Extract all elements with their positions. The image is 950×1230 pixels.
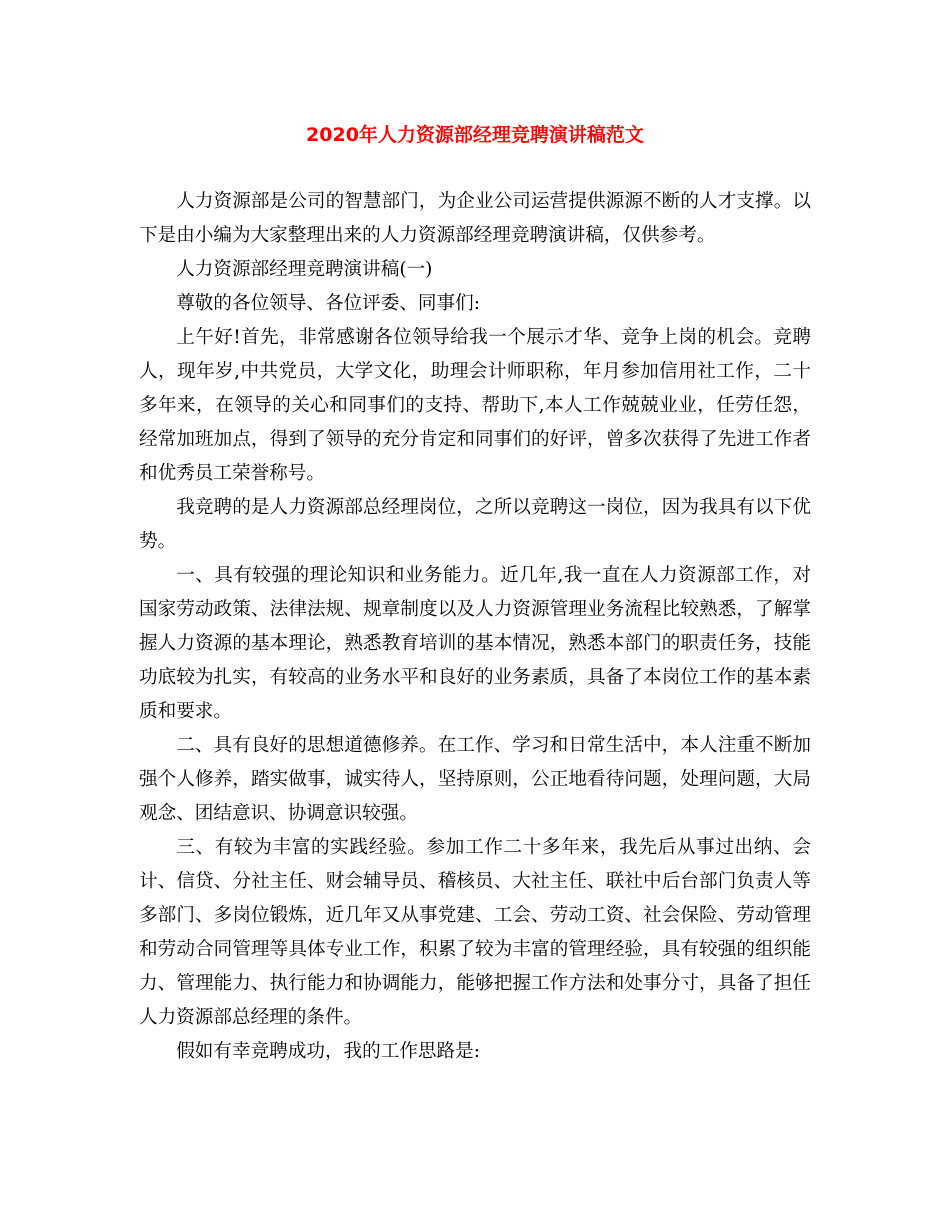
paragraph-advantage-one: 一、具有较强的理论知识和业务能力。近几年,我一直在人力资源部工作，对国家劳动政策、法律法规、规章制度以及人力资源管理业务流程比较熟悉，了解掌握人力资源的基本理论，熟悉教育培训的基本情况，熟悉本部门的职责任务，技能功底较为扎实，有较高的业务水平和良好的业务素质，具备了本岗位工作的基本素质和要求。 [139,565,811,722]
paragraph-intro: 人力资源部是公司的智慧部门，为企业公司运营提供源源不断的人才支撑。以下是由小编为大家整理出来的人力资源部经理竞聘演讲稿，仅供参考。 [139,191,811,246]
paragraph-salutation: 尊敬的各位领导、各位评委、同事们: [176,293,480,314]
paragraph-work-plan: 假如有幸竞聘成功，我的工作思路是: [176,1041,480,1062]
document-body [139,185,811,1069]
paragraph-speech-heading: 人力资源部经理竞聘演讲稿(一) [176,259,433,280]
paragraph-self-introduction: 上午好!首先，非常感谢各位领导给我一个展示才华、竞争上岗的机会。竞聘人，现年岁,中共党员，大学文化，助理会计师职称，年月参加信用社工作，二十多年来，在领导的关心和同事们的支持、帮助下,本人工作兢兢业业，任劳任怨，经常加班加点，得到了领导的充分肯定和同事们的好评，曾多次获得了先进工作者和优秀员工荣誉称号。 [139,327,811,484]
paragraph-position: 我竞聘的是人力资源部总经理岗位，之所以竞聘这一岗位，因为我具有以下优势。 [139,497,811,552]
paragraph-advantage-three: 三、有较为丰富的实践经验。参加工作二十多年来，我先后从事过出纳、会计、信贷、分社主任、财会辅导员、稽核员、大社主任、联社中后台部门负责人等多部门、多岗位锻炼，近几年又从事党建、工会、劳动工资、社会保险、劳动管理和劳动合同管理等具体专业工作，积累了较为丰富的管理经验，具有较强的组织能力、管理能力、执行能力和协调能力，能够把握工作方法和处事分寸，具备了担任人力资源部总经理的条件。 [139,837,811,1028]
paragraph-advantage-two: 二、具有良好的思想道德修养。在工作、学习和日常生活中，本人注重不断加强个人修养，踏实做事，诚实待人，坚持原则，公正地看待问题，处理问题，大局观念、团结意识、协调意识较强。 [139,735,811,824]
document-title: 2020年人力资源部经理竞聘演讲稿范文 [306,124,644,146]
